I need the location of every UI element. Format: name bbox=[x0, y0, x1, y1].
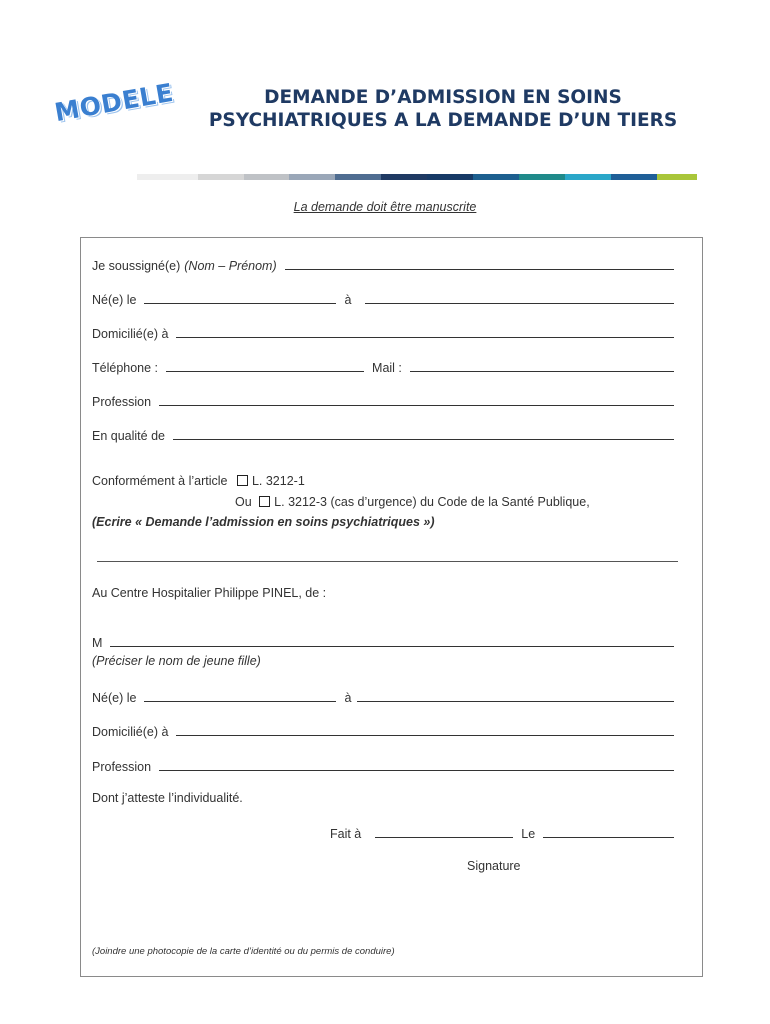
article-1-checkbox[interactable] bbox=[237, 475, 248, 486]
decorative-color-bar bbox=[137, 174, 697, 180]
color-bar-segment bbox=[519, 174, 565, 180]
color-bar-segment bbox=[565, 174, 611, 180]
domicile-field[interactable] bbox=[176, 325, 674, 338]
qualite-label: En qualité de bbox=[92, 429, 165, 443]
fait-row bbox=[330, 823, 674, 841]
color-bar-segment bbox=[137, 174, 198, 180]
atteste-text: Dont j’atteste l’individualité. bbox=[92, 791, 243, 805]
patient-name-field[interactable] bbox=[110, 634, 674, 647]
birth-place-field[interactable] bbox=[365, 291, 674, 304]
ou-label: Ou bbox=[235, 495, 252, 509]
telephone-label: Téléphone : bbox=[92, 361, 159, 375]
birth-row bbox=[92, 289, 674, 307]
soussigne-label: Je soussigné(e) bbox=[92, 259, 181, 273]
title-line-1: DEMANDE D’ADMISSION EN SOINS bbox=[264, 87, 622, 108]
contact-row bbox=[92, 357, 674, 375]
fait-a-label: Fait à bbox=[330, 827, 362, 841]
signature-label: Signature bbox=[467, 859, 521, 873]
domicile-label: Domicilié(e) à bbox=[92, 327, 169, 341]
soussigne-row bbox=[92, 255, 674, 273]
fait-a-field[interactable] bbox=[375, 825, 513, 838]
birth-date-field[interactable] bbox=[144, 291, 336, 304]
article-2-row bbox=[235, 495, 590, 509]
color-bar-segment bbox=[244, 174, 290, 180]
patient-m-label: M bbox=[92, 636, 103, 650]
manuscript-notice: La demande doit être manuscrite bbox=[293, 200, 477, 214]
conformement-label: Conformément à l’article bbox=[92, 474, 228, 488]
footnote: (Joindre une photocopie de la carte d’identité ou du permis de conduire) bbox=[92, 946, 395, 957]
patient-domicile-row bbox=[92, 721, 674, 739]
article-2-label: L. 3212-3 (cas d’urgence) du Code de la Santé Publique, bbox=[274, 495, 590, 509]
telephone-field[interactable] bbox=[166, 359, 364, 372]
profession-label: Profession bbox=[92, 395, 152, 409]
title-line-2: PSYCHIATRIQUES A LA DEMANDE D’UN TIERS bbox=[208, 110, 678, 131]
mail-field[interactable] bbox=[410, 359, 674, 372]
patient-profession-field[interactable] bbox=[159, 758, 674, 771]
patient-birth-row bbox=[92, 687, 674, 705]
birth-date-label: Né(e) le bbox=[92, 293, 137, 307]
patient-name-row bbox=[92, 632, 674, 650]
soussigne-hint: (Nom – Prénom) bbox=[184, 259, 277, 273]
centre-label: Au Centre Hospitalier Philippe PINEL, de : bbox=[92, 586, 327, 600]
qualite-row bbox=[92, 425, 674, 443]
patient-domicile-label: Domicilié(e) à bbox=[92, 725, 169, 739]
patient-birth-place-field[interactable] bbox=[357, 689, 674, 702]
date-field[interactable] bbox=[543, 825, 674, 838]
mail-label: Mail : bbox=[372, 361, 402, 375]
patient-birth-place-label: à bbox=[344, 691, 352, 705]
domicile-row bbox=[92, 323, 674, 341]
patient-profession-label: Profession bbox=[92, 760, 152, 774]
color-bar-segment bbox=[335, 174, 381, 180]
color-bar-segment bbox=[198, 174, 244, 180]
date-label: Le bbox=[521, 827, 536, 841]
color-bar-segment bbox=[473, 174, 519, 180]
page-title bbox=[178, 86, 708, 132]
color-bar-segment bbox=[427, 174, 473, 180]
article-1-label: L. 3212-1 bbox=[251, 474, 305, 488]
patient-birth-date-label: Né(e) le bbox=[92, 691, 137, 705]
color-bar-segment bbox=[381, 174, 427, 180]
modele-stamp: MODELE bbox=[52, 77, 176, 128]
ecrire-instruction: (Ecrire « Demande l’admission en soins psychiatriques ») bbox=[92, 515, 435, 529]
profession-row bbox=[92, 391, 674, 409]
jeune-fille-hint: (Préciser le nom de jeune fille) bbox=[92, 654, 261, 668]
patient-domicile-field[interactable] bbox=[176, 723, 674, 736]
profession-field[interactable] bbox=[159, 393, 674, 406]
form-frame bbox=[80, 237, 703, 977]
qualite-field[interactable] bbox=[173, 427, 674, 440]
handwritten-request-field[interactable] bbox=[97, 561, 678, 562]
color-bar-segment bbox=[611, 174, 657, 180]
patient-birth-date-field[interactable] bbox=[144, 689, 336, 702]
birth-place-label: à bbox=[344, 293, 352, 307]
patient-profession-row bbox=[92, 756, 674, 774]
color-bar-segment bbox=[657, 174, 697, 180]
article-row bbox=[92, 474, 305, 488]
soussigne-field[interactable] bbox=[285, 257, 674, 270]
color-bar-segment bbox=[289, 174, 335, 180]
article-2-checkbox[interactable] bbox=[259, 496, 270, 507]
